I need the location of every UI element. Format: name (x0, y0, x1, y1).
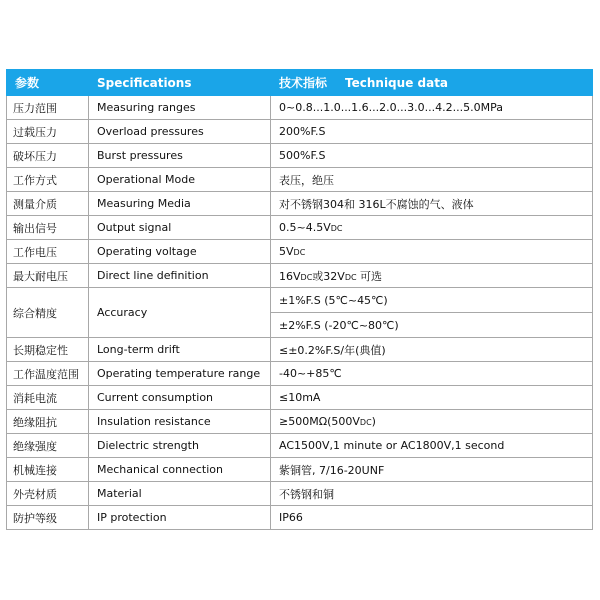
param-cn: 外壳材质 (7, 482, 89, 506)
param-en: Accuracy (89, 288, 271, 338)
param-en: Mechanical connection (89, 458, 271, 482)
param-value: ≤10mA (271, 386, 593, 410)
table-row (7, 144, 593, 168)
param-en: Insulation resistance (89, 410, 271, 434)
param-cn: 绝缘强度 (7, 434, 89, 458)
unit-subscript: DC (293, 248, 306, 257)
table-row (7, 482, 593, 506)
table-row (7, 434, 593, 458)
param-en: Measuring ranges (89, 96, 271, 120)
table-row (7, 216, 593, 240)
value-text: 或32V (312, 269, 345, 283)
param-en: Dielectric strength (89, 434, 271, 458)
table-row (7, 506, 593, 530)
param-en: Operating temperature range (89, 362, 271, 386)
param-en: Operating voltage (89, 240, 271, 264)
value-text: 0.5~4.5V (279, 221, 331, 234)
table-row (7, 168, 593, 192)
param-cn: 工作方式 (7, 168, 89, 192)
param-en: Output signal (89, 216, 271, 240)
param-value (271, 240, 593, 264)
header-cn-data: 技术指标 (279, 76, 328, 90)
param-value: 200%F.S (271, 120, 593, 144)
param-cn: 过载压力 (7, 120, 89, 144)
value-text: 16V (279, 269, 301, 283)
table-row (7, 458, 593, 482)
header-param: 参数 (7, 70, 89, 96)
param-value: 500%F.S (271, 144, 593, 168)
param-value (271, 264, 593, 288)
param-en: Burst pressures (89, 144, 271, 168)
value-text: ) (371, 415, 376, 428)
param-value (271, 216, 593, 240)
table-row (7, 386, 593, 410)
table-row (7, 338, 593, 362)
param-cn: 测量介质 (7, 192, 89, 216)
param-en: Current consumption (89, 386, 271, 410)
table-row (7, 362, 593, 386)
table-row (7, 240, 593, 264)
param-value: 不锈钢和铜 (271, 482, 593, 506)
header-technique-data (271, 70, 593, 96)
value-text: 5V (279, 245, 294, 258)
unit-subscript: DC (359, 418, 372, 427)
param-en: Material (89, 482, 271, 506)
param-cn: 综合精度 (7, 288, 89, 338)
param-en: Overload pressures (89, 120, 271, 144)
param-cn: 防护等级 (7, 506, 89, 530)
param-en: Direct line definition (89, 264, 271, 288)
param-cn: 破坏压力 (7, 144, 89, 168)
param-en: Operational Mode (89, 168, 271, 192)
param-value: 紫铜管, 7/16-20UNF (271, 458, 593, 482)
param-cn: 工作电压 (7, 240, 89, 264)
table-row (7, 192, 593, 216)
param-value: AC1500V,1 minute or AC1800V,1 second (271, 434, 593, 458)
table-row (7, 96, 593, 120)
table-row (7, 410, 593, 434)
param-cn: 长期稳定性 (7, 338, 89, 362)
unit-subscript: DC (344, 272, 357, 282)
param-value: 表压，绝压 (271, 168, 593, 192)
param-cn: 工作温度范围 (7, 362, 89, 386)
unit-subscript: DC (330, 224, 343, 233)
param-value: IP66 (271, 506, 593, 530)
param-cn: 最大耐电压 (7, 264, 89, 288)
param-en: Long-term drift (89, 338, 271, 362)
param-cn: 压力范围 (7, 96, 89, 120)
value-text: ≥500MΩ(500V (279, 415, 360, 428)
table-row (7, 120, 593, 144)
param-en: IP protection (89, 506, 271, 530)
param-value: ±2%F.S (-20℃~80℃) (271, 313, 593, 338)
param-value: -40~+85℃ (271, 362, 593, 386)
specification-table (6, 69, 593, 530)
param-cn: 机械连接 (7, 458, 89, 482)
param-cn: 绝缘阻抗 (7, 410, 89, 434)
table-row (7, 288, 593, 313)
header-en-data: Technique data (345, 76, 449, 90)
param-value: ±1%F.S (5℃~45℃) (271, 288, 593, 313)
param-value: 0~0.8...1.0...1.6...2.0...3.0...4.2...5.0MPa (271, 96, 593, 120)
param-cn: 消耗电流 (7, 386, 89, 410)
param-value: 对不锈钢304和 316L不腐蚀的气、液体 (271, 192, 593, 216)
header-specifications: Specifications (89, 70, 271, 96)
value-text: 可选 (356, 269, 383, 283)
param-en: Measuring Media (89, 192, 271, 216)
param-value (271, 410, 593, 434)
param-cn: 输出信号 (7, 216, 89, 240)
table-row (7, 264, 593, 288)
unit-subscript: DC (300, 272, 313, 282)
table-header-row (7, 70, 593, 96)
param-value: ≤±0.2%F.S/年(典值) (271, 338, 593, 362)
